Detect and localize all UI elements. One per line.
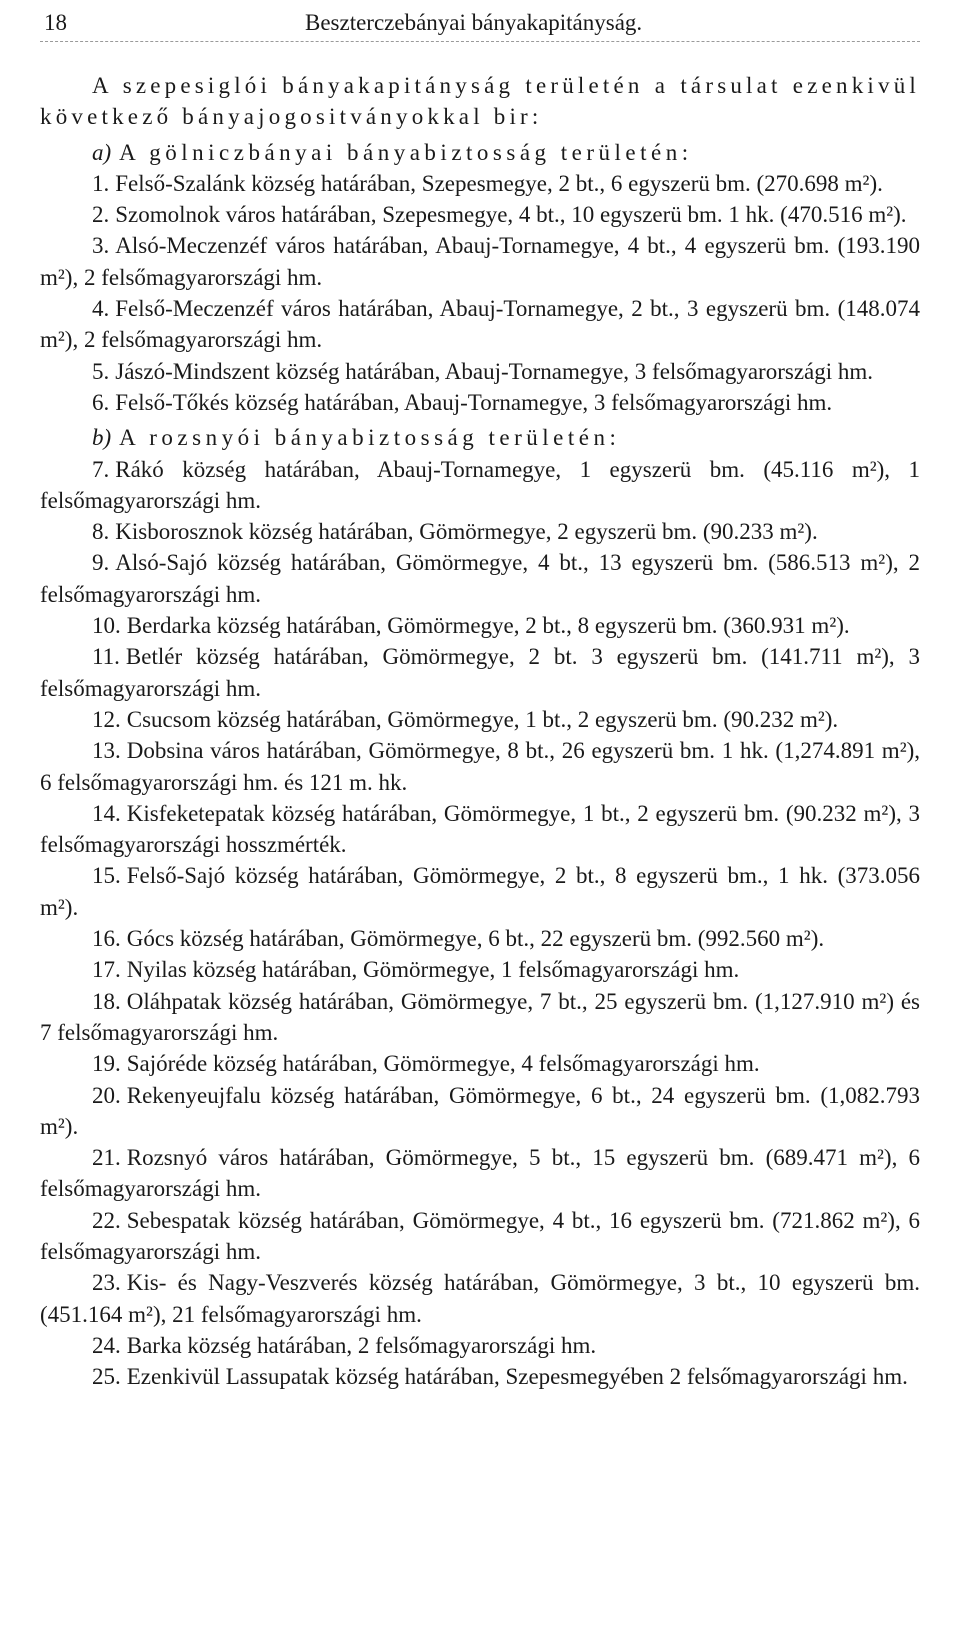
list-item bbox=[40, 356, 920, 387]
section-b bbox=[40, 422, 920, 1392]
list-item bbox=[40, 387, 920, 418]
section-heading bbox=[40, 137, 920, 168]
entry-text: Ezenkivül Lassupatak község határában, Szepesmegyében 2 felsőmagyarországi hm. bbox=[126, 1364, 908, 1390]
list-item bbox=[40, 610, 920, 641]
entry-text: Alsó-Meczenzéf város határában, Abauj-Tornamegye, 4 bt., 4 egyszerü bm. (193.190 m²), 2 felsőmagyarországi hm. bbox=[40, 233, 920, 290]
list-item bbox=[40, 954, 920, 985]
entry-number: 9. bbox=[92, 550, 110, 576]
entry-number: 22. bbox=[92, 1207, 121, 1233]
section-heading bbox=[40, 422, 920, 453]
entry-number: 1. bbox=[92, 170, 110, 196]
list-item bbox=[40, 860, 920, 923]
entry-number: 24. bbox=[92, 1332, 121, 1358]
entry-number: 13. bbox=[92, 738, 121, 764]
entry-text: Sebespatak község határában, Gömörmegye, 4 bt., 16 egyszerü bm. (721.862 m²), 6 felsőmagyarországi hm. bbox=[40, 1207, 920, 1264]
entry-text: Szomolnok város határában, Szepesmegye, 4 bt., 10 egyszerü bm. 1 hk. (470.516 m²). bbox=[115, 202, 907, 228]
list-item bbox=[40, 1330, 920, 1361]
section-a bbox=[40, 137, 920, 419]
entry-text: Dobsina város határában, Gömörmegye, 8 bt., 26 egyszerü bm. 1 hk. (1,274.891 m²), 6 felsőmagyarországi hm. és 121 m. hk. bbox=[40, 738, 920, 795]
list-item bbox=[40, 454, 920, 517]
entry-text: Kis- és Nagy-Veszverés község határában, Gömörmegye, 3 bt., 10 egyszerü bm. (451.164 m²), 21 felsőmagyarországi hm. bbox=[40, 1270, 920, 1327]
header-rule bbox=[40, 41, 920, 42]
entry-number: 25. bbox=[92, 1364, 121, 1390]
entry-number: 5. bbox=[92, 358, 110, 384]
running-title: Beszterczebányai bányakapitányság. bbox=[305, 10, 643, 35]
section-heading-text: A gölniczbányai bányabiztosság területén: bbox=[119, 139, 693, 165]
entry-text: Rozsnyó város határában, Gömörmegye, 5 bt., 15 egyszerü bm. (689.471 m²), 6 felsőmagyarországi hm. bbox=[40, 1145, 920, 1202]
entry-text: Felső-Tőkés község határában, Abauj-Tornamegye, 3 felsőmagyarországi hm. bbox=[115, 389, 833, 415]
entry-number: 3. bbox=[92, 233, 110, 259]
entry-text: Felső-Szalánk község határában, Szepesmegye, 2 bt., 6 egyszerü bm. (270.698 m²). bbox=[115, 170, 883, 196]
entry-number: 7. bbox=[92, 456, 110, 482]
list-item bbox=[40, 986, 920, 1049]
entry-text: Kisfeketepatak község határában, Gömörmegye, 1 bt., 2 egyszerü bm. (90.232 m²), 3 felsőmagyarországi hosszmérték. bbox=[40, 800, 920, 858]
entry-text: Csucsom község határában, Gömörmegye, 1 bt., 2 egyszerü bm. (90.232 m²). bbox=[126, 706, 839, 732]
list-item bbox=[40, 199, 920, 230]
list-item bbox=[40, 1205, 920, 1268]
entry-text: Kisborosznok község határában, Gömörmegye, 2 egyszerü bm. (90.233 m²). bbox=[115, 519, 818, 545]
entry-text: Berdarka község határában, Gömörmegye, 2 bt., 8 egyszerü bm. (360.931 m²). bbox=[126, 613, 850, 639]
entry-number: 4. bbox=[92, 296, 110, 322]
entry-text: Betlér község határában, Gömörmegye, 2 bt. 3 egyszerü bm. (141.711 m²), 3 felsőmagyarországi hm. bbox=[40, 644, 920, 701]
list-item bbox=[40, 1048, 920, 1079]
entry-text: Sajóréde község határában, Gömörmegye, 4 felsőmagyarországi hm. bbox=[126, 1051, 760, 1077]
entry-text: Oláhpatak község határában, Gömörmegye, 7 bt., 25 egyszerü bm. (1,127.910 m²) és 7 felsőmagyarországi hm. bbox=[40, 988, 920, 1045]
entry-number: 2. bbox=[92, 202, 110, 228]
entry-number: 19. bbox=[92, 1051, 121, 1077]
entry-list bbox=[40, 454, 920, 1393]
entry-number: 21. bbox=[92, 1145, 121, 1171]
entry-text: Gócs község határában, Gömörmegye, 6 bt., 22 egyszerü bm. (992.560 m²). bbox=[126, 926, 825, 952]
entry-list bbox=[40, 168, 920, 418]
entry-text: Rákó község határában, Abauj-Tornamegye, 1 egyszerü bm. (45.116 m²), 1 felsőmagyarországi hm. bbox=[40, 456, 920, 513]
section-letter: b) bbox=[92, 425, 112, 451]
entry-text: Felső-Sajó község határában, Gömörmegye, 2 bt., 8 egyszerü bm., 1 hk. (373.056 m²). bbox=[40, 863, 920, 920]
list-item bbox=[40, 1267, 920, 1330]
intro-paragraph: A szepesiglói bányakapitányság területén a társulat ezenkivül következő bányajogositványokkal bir: bbox=[40, 73, 920, 130]
entry-number: 17. bbox=[92, 957, 121, 983]
list-item bbox=[40, 230, 920, 293]
section-letter: a) bbox=[92, 139, 112, 165]
list-item bbox=[40, 1361, 920, 1392]
list-item bbox=[40, 798, 920, 861]
entry-number: 10. bbox=[92, 613, 121, 639]
entry-number: 14. bbox=[92, 800, 121, 826]
running-header bbox=[40, 8, 920, 38]
list-item bbox=[40, 1142, 920, 1205]
list-item bbox=[40, 516, 920, 547]
entry-number: 8. bbox=[92, 519, 110, 545]
entry-number: 6. bbox=[92, 389, 110, 415]
entry-text: Jászó-Mindszent község határában, Abauj-Tornamegye, 3 felsőmagyarországi hm. bbox=[115, 358, 874, 384]
section-heading-text: A rozsnyói bányabiztosság területén: bbox=[119, 425, 621, 451]
entry-number: 11. bbox=[92, 644, 120, 670]
entry-number: 12. bbox=[92, 706, 121, 732]
entry-text: Alsó-Sajó község határában, Gömörmegye, 4 bt., 13 egyszerü bm. (586.513 m²), 2 felsőmagyarországi hm. bbox=[40, 550, 920, 607]
list-item bbox=[40, 547, 920, 610]
entry-number: 20. bbox=[92, 1082, 121, 1108]
list-item bbox=[40, 704, 920, 735]
list-item bbox=[40, 293, 920, 356]
list-item bbox=[40, 641, 920, 704]
entry-text: Barka község határában, 2 felsőmagyarországi hm. bbox=[126, 1332, 597, 1358]
entry-number: 16. bbox=[92, 926, 121, 952]
list-item bbox=[40, 168, 920, 199]
list-item bbox=[40, 735, 920, 798]
entry-text: Felső-Meczenzéf város határában, Abauj-Tornamegye, 2 bt., 3 egyszerü bm. (148.074 m²), 2 felsőmagyarországi hm. bbox=[40, 296, 920, 353]
page-number: 18 bbox=[44, 10, 67, 35]
list-item bbox=[40, 923, 920, 954]
list-item bbox=[40, 1080, 920, 1143]
entry-number: 23. bbox=[92, 1270, 121, 1296]
entry-number: 18. bbox=[92, 988, 121, 1014]
entry-text: Rekenyeujfalu község határában, Gömörmegye, 6 bt., 24 egyszerü bm. (1,082.793 m²). bbox=[40, 1082, 920, 1139]
entry-number: 15. bbox=[92, 863, 121, 889]
entry-text: Nyilas község határában, Gömörmegye, 1 felsőmagyarországi hm. bbox=[126, 957, 740, 983]
